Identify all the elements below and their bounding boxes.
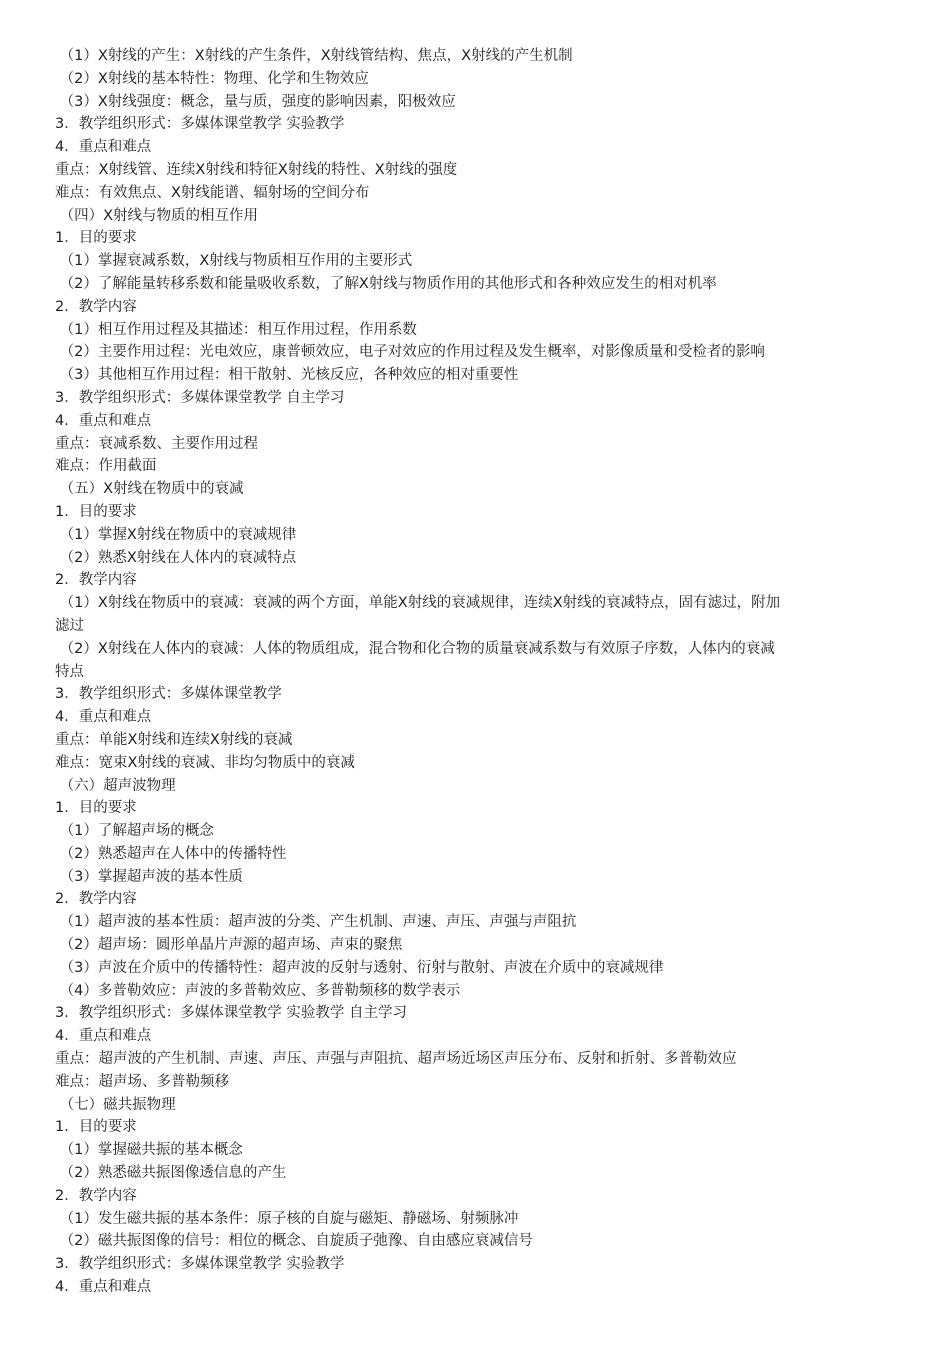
- text-line: （2）X射线的基本特性：物理、化学和生物效应: [55, 70, 369, 87]
- text-line: 难点：宽束X射线的衰减、非均匀物质中的衰减: [55, 754, 355, 771]
- text-line: 3．教学组织形式：多媒体课堂教学: [55, 686, 282, 703]
- section-heading: （六）超声波物理: [55, 777, 176, 794]
- text-line: 重点：X射线管、连续X射线和特征X射线的特性、X射线的强度: [55, 161, 458, 178]
- text-line: 3．教学组织形式：多媒体课堂教学 实验教学: [55, 116, 345, 133]
- text-line: （2）了解能量转移系数和能量吸收系数，了解X射线与物质作用的其他形式和各种效应发生的相对机率: [55, 275, 717, 292]
- text-line: 1．目的要求: [55, 800, 137, 817]
- text-line: 2．教学内容: [55, 1187, 137, 1204]
- text-line: 3．教学组织形式：多媒体课堂教学 自主学习: [55, 389, 345, 406]
- text-line: 1．目的要求: [55, 1119, 137, 1136]
- text-line: 4．重点和难点: [55, 1028, 152, 1045]
- text-line: （4）多普勒效应：声波的多普勒效应、多普勒频移的数学表示: [55, 982, 461, 999]
- text-line: （3）其他相互作用过程：相干散射、光核反应，各种效应的相对重要性: [55, 367, 519, 384]
- text-line: （3）掌握超声波的基本性质: [55, 868, 243, 885]
- text-line: （1）掌握X射线在物质中的衰减规律: [55, 526, 297, 543]
- text-line: 难点：作用截面: [55, 458, 157, 475]
- text-line: （2）熟悉X射线在人体内的衰减特点: [55, 549, 297, 566]
- text-line: （2）超声场：圆形单晶片声源的超声场、声束的聚焦: [55, 937, 403, 954]
- section-heading: （七）磁共振物理: [55, 1096, 176, 1113]
- text-line: （1）相互作用过程及其描述：相互作用过程，作用系数: [55, 321, 417, 338]
- text-line: （2）X射线在人体内的衰减：人体的物质组成，混合物和化合物的质量衰减系数与有效原子序数，人体内的衰减: [55, 640, 775, 657]
- text-line: （2）主要作用过程：光电效应，康普顿效应，电子对效应的作用过程及发生概率，对影像质量和受检者的影响: [55, 344, 765, 361]
- text-line: 4．重点和难点: [55, 709, 152, 726]
- text-line: （1）超声波的基本性质：超声波的分类、产生机制、声速、声压、声强与声阻抗: [55, 914, 577, 931]
- text-line: （3）声波在介质中的传播特性：超声波的反射与透射、衍射与散射、声波在介质中的衰减规律: [55, 959, 664, 976]
- text-line: （2）磁共振图像的信号：相位的概念、自旋质子弛豫、自由感应衰减信号: [55, 1233, 533, 1250]
- document-body: [55, 45, 900, 1299]
- text-line: 重点：超声波的产生机制、声速、声压、声强与声阻抗、超声场近场区声压分布、反射和折射、多普勒效应: [55, 1051, 737, 1068]
- text-line: 难点：超声场、多普勒频移: [55, 1073, 229, 1090]
- text-line: （1）X射线在物质中的衰减：衰减的两个方面，单能X射线的衰减规律，连续X射线的衰减特点，固有滤过，附加: [55, 595, 781, 612]
- text-line: （1）掌握磁共振的基本概念: [55, 1142, 243, 1159]
- text-line: 难点：有效焦点、X射线能谱、辐射场的空间分布: [55, 184, 370, 201]
- text-line: （2）熟悉磁共振图像透信息的产生: [55, 1165, 287, 1182]
- text-line: （1）了解超声场的概念: [55, 823, 214, 840]
- text-line: 3．教学组织形式：多媒体课堂教学 实验教学 自主学习: [55, 1005, 407, 1022]
- text-line: （3）X射线强度：概念，量与质，强度的影响因素，阳极效应: [55, 93, 456, 110]
- section-heading: （四）X射线与物质的相互作用: [55, 207, 259, 224]
- text-line: 滤过: [55, 617, 84, 634]
- text-line: 3．教学组织形式：多媒体课堂教学 实验教学: [55, 1256, 345, 1273]
- text-line: 2．教学内容: [55, 572, 137, 589]
- text-line: 特点: [55, 663, 84, 680]
- section-heading: （五）X射线在物质中的衰减: [55, 481, 244, 498]
- text-line: 4．重点和难点: [55, 139, 152, 156]
- text-line: 4．重点和难点: [55, 412, 152, 429]
- text-line: 重点：衰减系数、主要作用过程: [55, 435, 258, 452]
- text-line: （2）熟悉超声在人体中的传播特性: [55, 845, 287, 862]
- text-line: （1）掌握衰减系数，X射线与物质相互作用的主要形式: [55, 253, 413, 270]
- text-line: （1）X射线的产生：X射线的产生条件，X射线管结构、焦点，X射线的产生机制: [55, 48, 573, 64]
- text-line: 1．目的要求: [55, 230, 137, 247]
- text-line: 4．重点和难点: [55, 1279, 152, 1296]
- text-line: 1．目的要求: [55, 503, 137, 520]
- text-line: （1）发生磁共振的基本条件：原子核的自旋与磁矩、静磁场、射频脉冲: [55, 1210, 519, 1227]
- text-line: 重点：单能X射线和连续X射线的衰减: [55, 731, 293, 748]
- text-line: 2．教学内容: [55, 298, 137, 315]
- text-line: 2．教学内容: [55, 891, 137, 908]
